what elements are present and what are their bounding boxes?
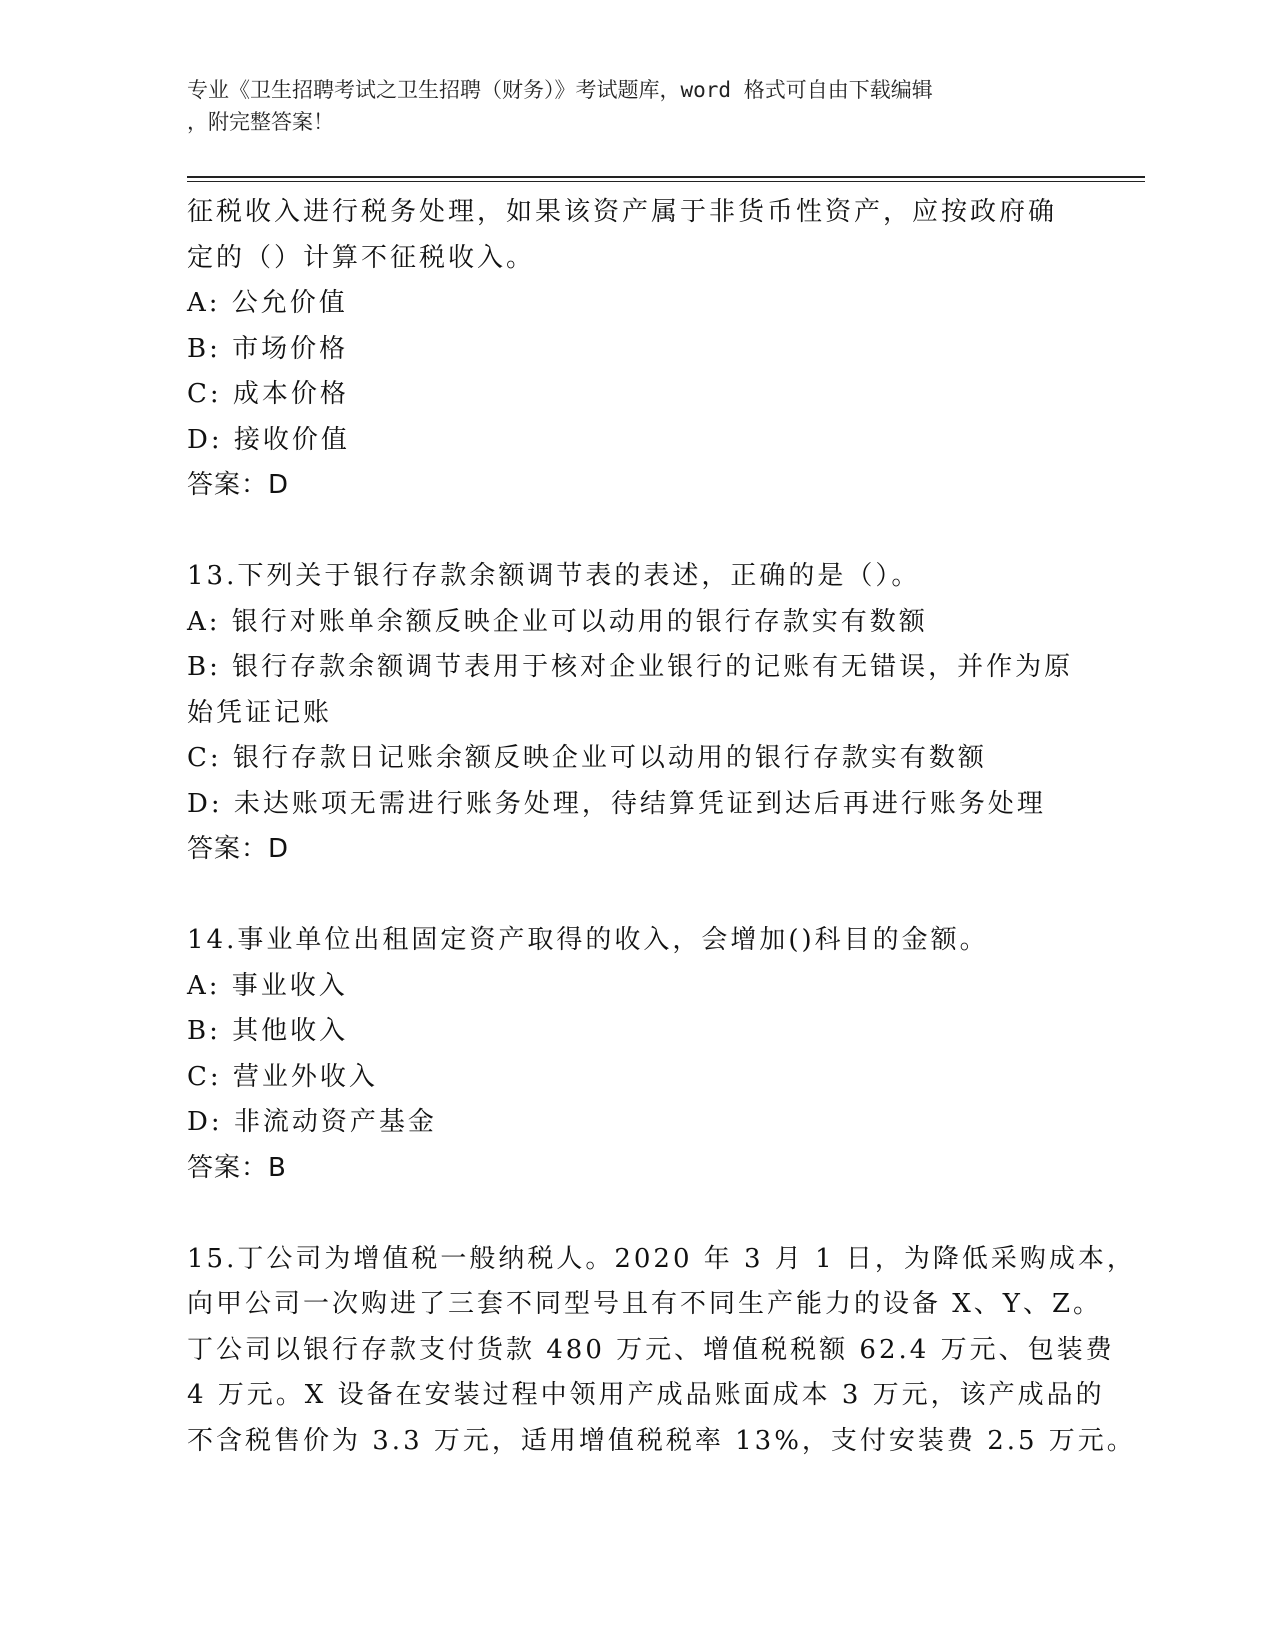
header-divider-thin xyxy=(187,181,1145,182)
answer: 答案：D xyxy=(187,834,290,864)
question-stem: 15.丁公司为增值税一般纳税人。2020 年 3 月 1 日，为降低采购成本， xyxy=(187,1243,1136,1274)
question-stem: 14.事业单位出租固定资产取得的收入，会增加()科目的金额。 xyxy=(187,925,989,955)
question-stem: 不含税售价为 3.3 万元，适用增值税税率 13%，支付安装费 2.5 万元。 xyxy=(187,1425,1136,1456)
option-d: D: 未达账项无需进行账务处理，待结算凭证到达后再进行账务处理 xyxy=(187,788,1046,819)
question-stem: 13.下列关于银行存款余额调节表的表述，正确的是（）。 xyxy=(187,561,921,591)
answer: 答案：B xyxy=(187,1152,287,1183)
question-stem: 4 万元。X 设备在安装过程中领用产成品账面成本 3 万元，该产成品的 xyxy=(187,1380,1105,1410)
question-stem: 征税收入进行税务处理，如果该资产属于非货币性资产，应按政府确 xyxy=(187,197,1058,227)
option-c: C: 营业外收入 xyxy=(187,1061,378,1092)
question-15 xyxy=(187,1237,1136,1465)
option-d: D: 接收价值 xyxy=(187,424,350,455)
option-a: A: 银行对账单余额反映企业可以动用的银行存款实有数额 xyxy=(187,606,928,637)
question-14 xyxy=(187,918,1087,1191)
option-b: B: 银行存款余额调节表用于核对企业银行的记账有无错误，并作为原 xyxy=(187,652,1074,682)
header-divider-thick xyxy=(187,176,1145,178)
option-c: C: 成本价格 xyxy=(187,379,349,409)
question-13 xyxy=(187,554,1087,873)
option-b-continued: 始凭证记账 xyxy=(187,697,333,728)
option-d: D: 非流动资产基金 xyxy=(187,1107,437,1137)
answer: 答案：D xyxy=(187,470,290,500)
question-stem: 丁公司以银行存款支付货款 480 万元、增值税税额 62.4 万元、包装费 xyxy=(187,1334,1115,1365)
option-a: A: 公允价值 xyxy=(187,288,348,318)
question-content xyxy=(187,190,1136,1464)
question-12 xyxy=(187,190,1087,509)
question-stem: 定的（）计算不征税收入。 xyxy=(187,242,536,273)
option-b: B: 市场价格 xyxy=(187,333,349,364)
option-b: B: 其他收入 xyxy=(187,1016,349,1046)
header-line-1: 专业《卫生招聘考试之卫生招聘（财务）》考试题库，word 格式可自由下载编辑 xyxy=(187,78,933,102)
option-c: C: 银行存款日记账余额反映企业可以动用的银行存款实有数额 xyxy=(187,743,987,773)
question-stem: 向甲公司一次购进了三套不同型号且有不同生产能力的设备 X、Y、Z。 xyxy=(187,1289,1103,1319)
document-header xyxy=(187,74,1067,138)
header-line-2: ，附完整答案！ xyxy=(187,110,334,134)
option-a: A: 事业收入 xyxy=(187,970,348,1001)
